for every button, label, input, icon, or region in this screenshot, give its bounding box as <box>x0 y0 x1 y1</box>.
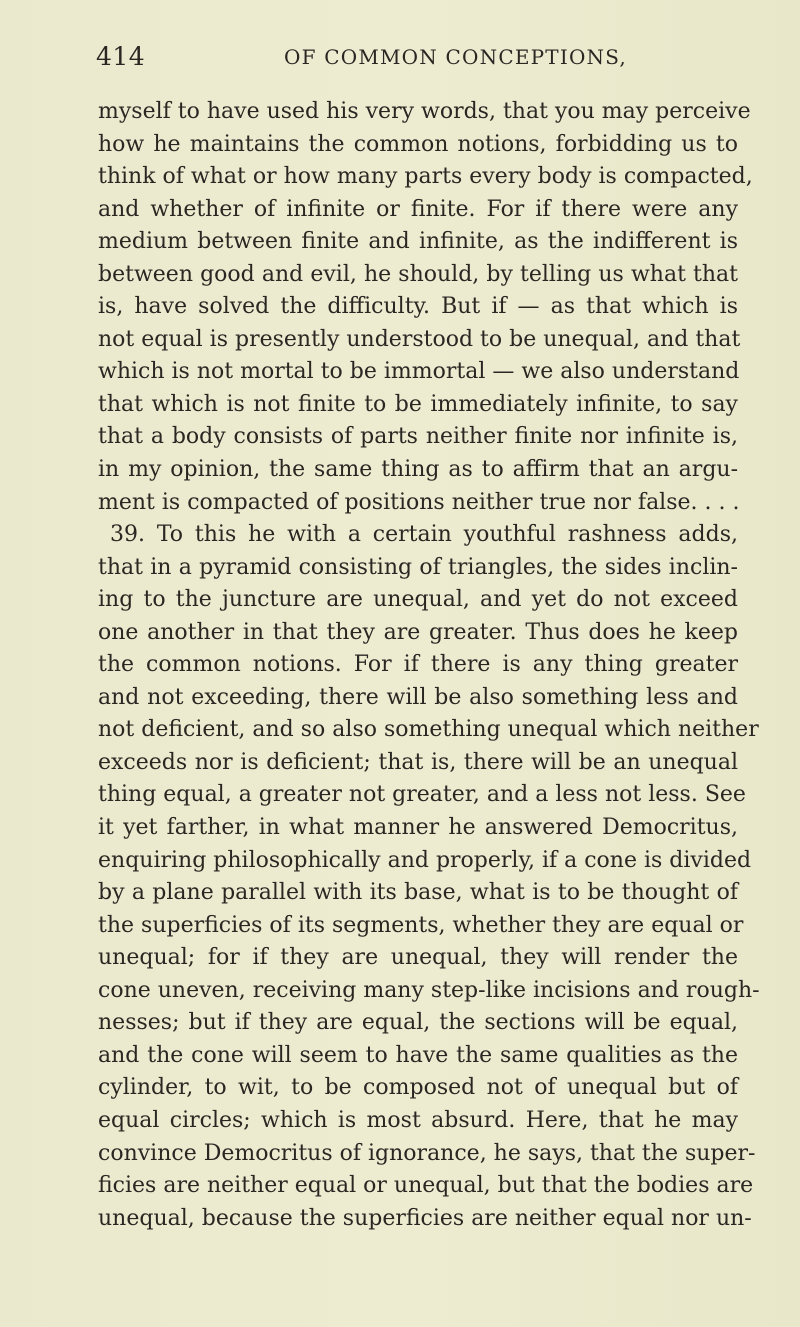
text-line: and the cone will seem to have the same qualities as the <box>98 1042 738 1068</box>
text-line: thing equal, a greater not greater, and a less not less. See <box>98 782 746 808</box>
text-line: exceeds nor is deficient; that is, there will be an unequal <box>98 749 738 775</box>
text-line: by a plane parallel with its base, what is to be thought of <box>98 880 738 906</box>
text-line: not deficient, and so also something unequal which neither <box>98 717 759 743</box>
text-line: unequal, because the superficies are neither equal nor un- <box>98 1205 752 1231</box>
text-line: ing to the juncture are unequal, and yet do not exceed <box>98 587 738 613</box>
text-line: unequal; for if they are unequal, they will render the <box>98 945 738 971</box>
text-line: in my opinion, the same thing as to affirm that an argu- <box>98 457 738 483</box>
text-line: one another in that they are greater. Thus does he keep <box>98 619 738 645</box>
text-line: the superficies of its segments, whether they are equal or <box>98 912 744 938</box>
body-text <box>98 96 760 1235</box>
text-line: and whether of infinite or finite. For if there were any <box>98 196 738 222</box>
text-line: how he maintains the common notions, forbidding us to <box>98 131 738 157</box>
text-line: that a body consists of parts neither finite nor infinite is, <box>98 424 738 450</box>
text-line: that which is not finite to be immediately infinite, to say <box>98 391 738 417</box>
text-line: cylinder, to wit, to be composed not of unequal but of <box>98 1075 738 1101</box>
text-line: between good and evil, he should, by telling us what that <box>98 261 738 287</box>
text-line: medium between finite and infinite, as the indifferent is <box>98 229 738 255</box>
text-line: and not exceeding, there will be also something less and <box>98 684 738 710</box>
text-line: ment is compacted of positions neither true nor false. . . . <box>98 489 740 515</box>
text-line: it yet farther, in what manner he answered Democritus, <box>98 815 738 841</box>
paragraph-start-line: 39. To this he with a certain youthful rashness adds, <box>110 522 738 548</box>
text-line: is, have solved the difficulty. But if — as that which is <box>98 294 738 320</box>
text-line: enquiring philosophically and properly, if a cone is divided <box>98 847 752 873</box>
page-number: 414 <box>96 42 146 71</box>
running-head <box>96 42 738 76</box>
running-title: OF COMMON CONCEPTIONS, <box>284 45 627 69</box>
text-line: nesses; but if they are equal, the sections will be equal, <box>98 1010 738 1036</box>
text-line: ficies are neither equal or unequal, but that the bodies are <box>98 1173 754 1199</box>
text-line: that in a pyramid consisting of triangles, the sides inclin- <box>98 554 738 580</box>
text-line: cone uneven, receiving many step-like incisions and rough- <box>98 977 760 1003</box>
text-line: equal circles; which is most absurd. Here, that he may <box>98 1107 738 1133</box>
text-line: not equal is presently understood to be unequal, and that <box>98 326 741 352</box>
text-line: myself to have used his very words, that you may perceive <box>98 99 751 124</box>
text-line: the common notions. For if there is any thing greater <box>98 652 738 678</box>
text-line: think of what or how many parts every body is compacted, <box>98 164 753 190</box>
text-line: convince Democritus of ignorance, he says, that the super- <box>98 1140 756 1166</box>
text-line: which is not mortal to be immortal — we also understand <box>98 359 740 385</box>
